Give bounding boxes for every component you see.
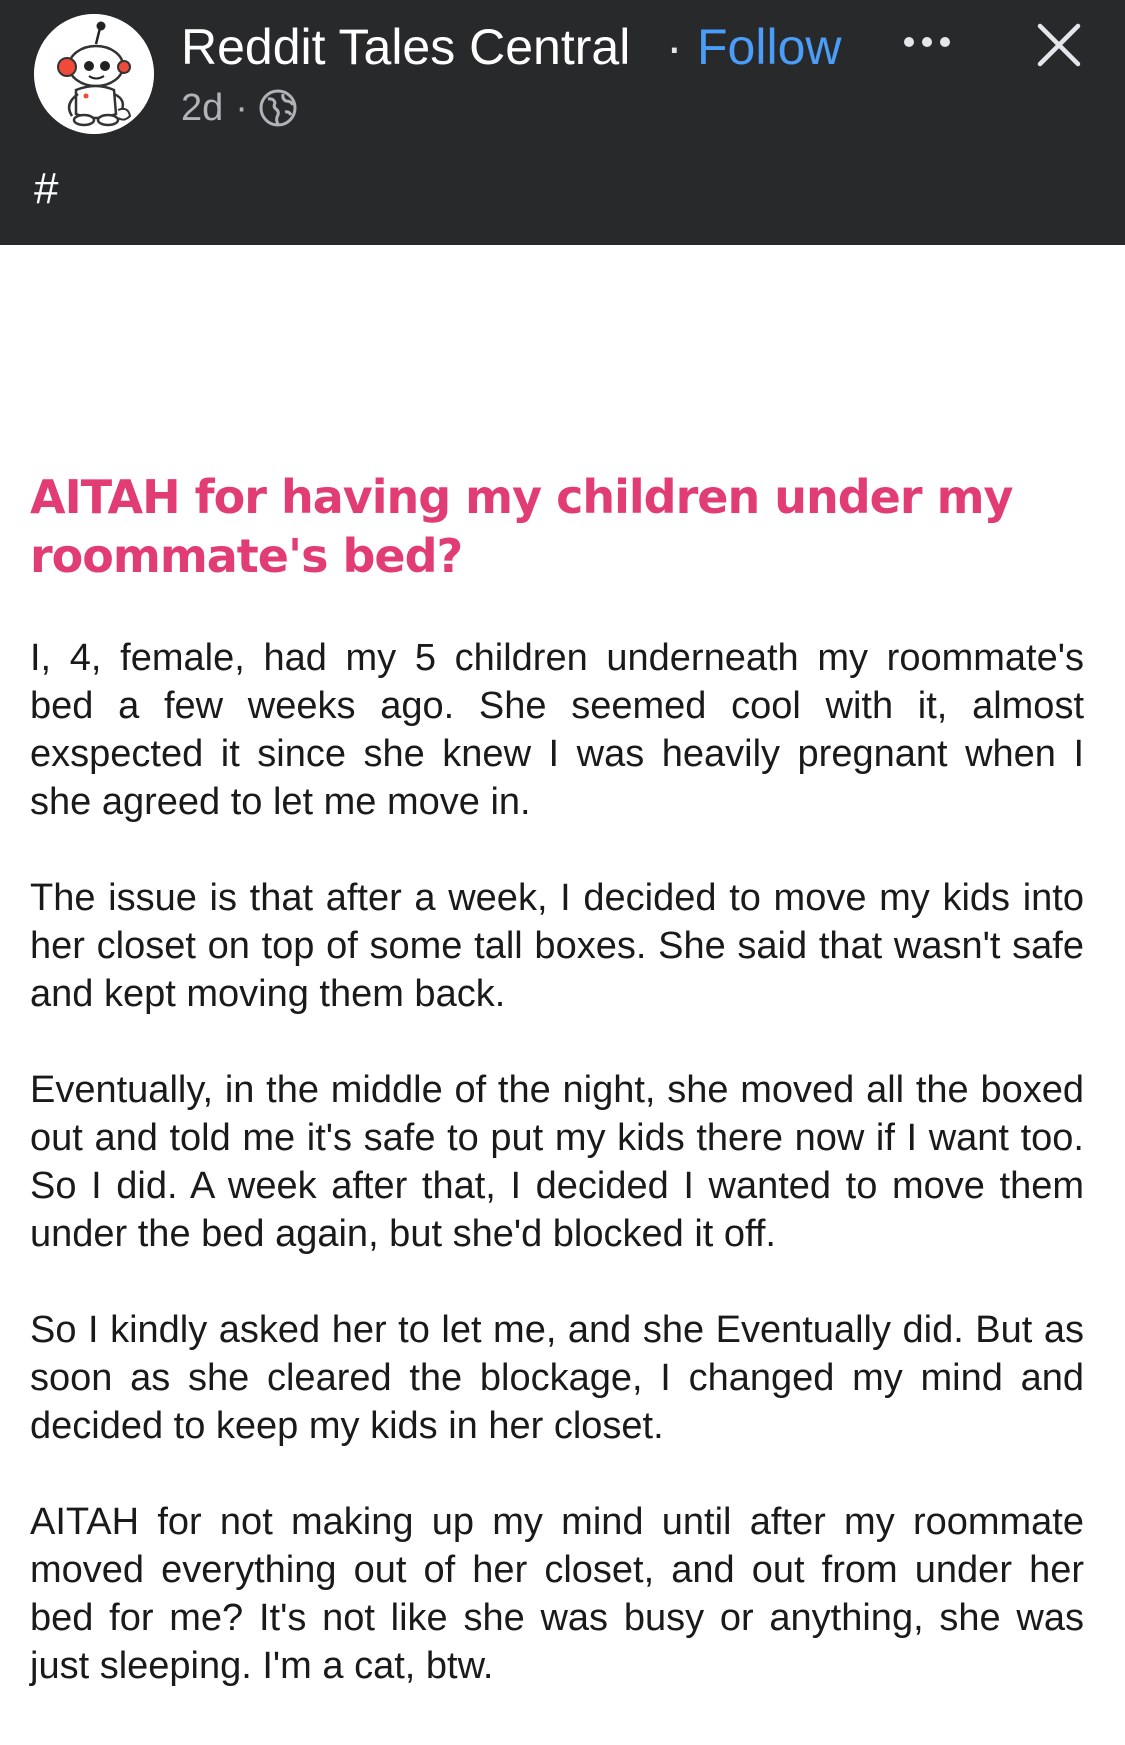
post-paragraph: Eventually, in the middle of the night, she moved all the boxed out and told me it's safe to put my kids there now if I want too. So I did. A week after that, I decided I wanted to move them under the bed again, but she'd blocked it off. xyxy=(30,1069,1084,1255)
post-time[interactable]: 2d xyxy=(181,86,224,129)
post-header xyxy=(0,0,1125,245)
more-options-icon[interactable] xyxy=(900,28,954,62)
post-content xyxy=(30,468,1084,1738)
follow-button[interactable]: Follow xyxy=(697,19,842,75)
post-title: AITAH for having my children under my roommate's bed? xyxy=(30,470,1013,583)
page-name-link[interactable]: Reddit Tales Central xyxy=(181,19,631,75)
page-avatar[interactable] xyxy=(34,14,154,134)
post-paragraph: AITAH for not making up my mind until after my roommate moved everything out of her closet, and out from under her bed for me? It's not like she was busy or anything, she was just sleeping. I'm a cat, btw. xyxy=(30,1501,1084,1687)
reddit-snoo-avatar-icon xyxy=(34,14,154,134)
name-follow-separator: · xyxy=(666,19,683,75)
post-paragraph: The issue is that after a week, I decided to move my kids into her closet on top of some tall boxes. She said that wasn't safe and kept moving them back. xyxy=(30,877,1084,1015)
globe-icon xyxy=(258,88,298,128)
post-meta xyxy=(181,84,298,132)
post-paragraph: I, 4, female, had my 5 children underneath my roommate's bed a few weeks ago. She seemed cool with it, almost exspected it since she knew I was heavily pregnant when I she agreed to let me move in. xyxy=(30,637,1084,823)
hashtag-text: # xyxy=(34,164,59,213)
close-icon[interactable] xyxy=(1036,22,1082,68)
meta-separator: · xyxy=(235,86,248,129)
post-paragraph: So I kindly asked her to let me, and she Eventually did. But as soon as she cleared the blockage, I changed my mind and decided to keep my kids in her closet. xyxy=(30,1309,1084,1447)
